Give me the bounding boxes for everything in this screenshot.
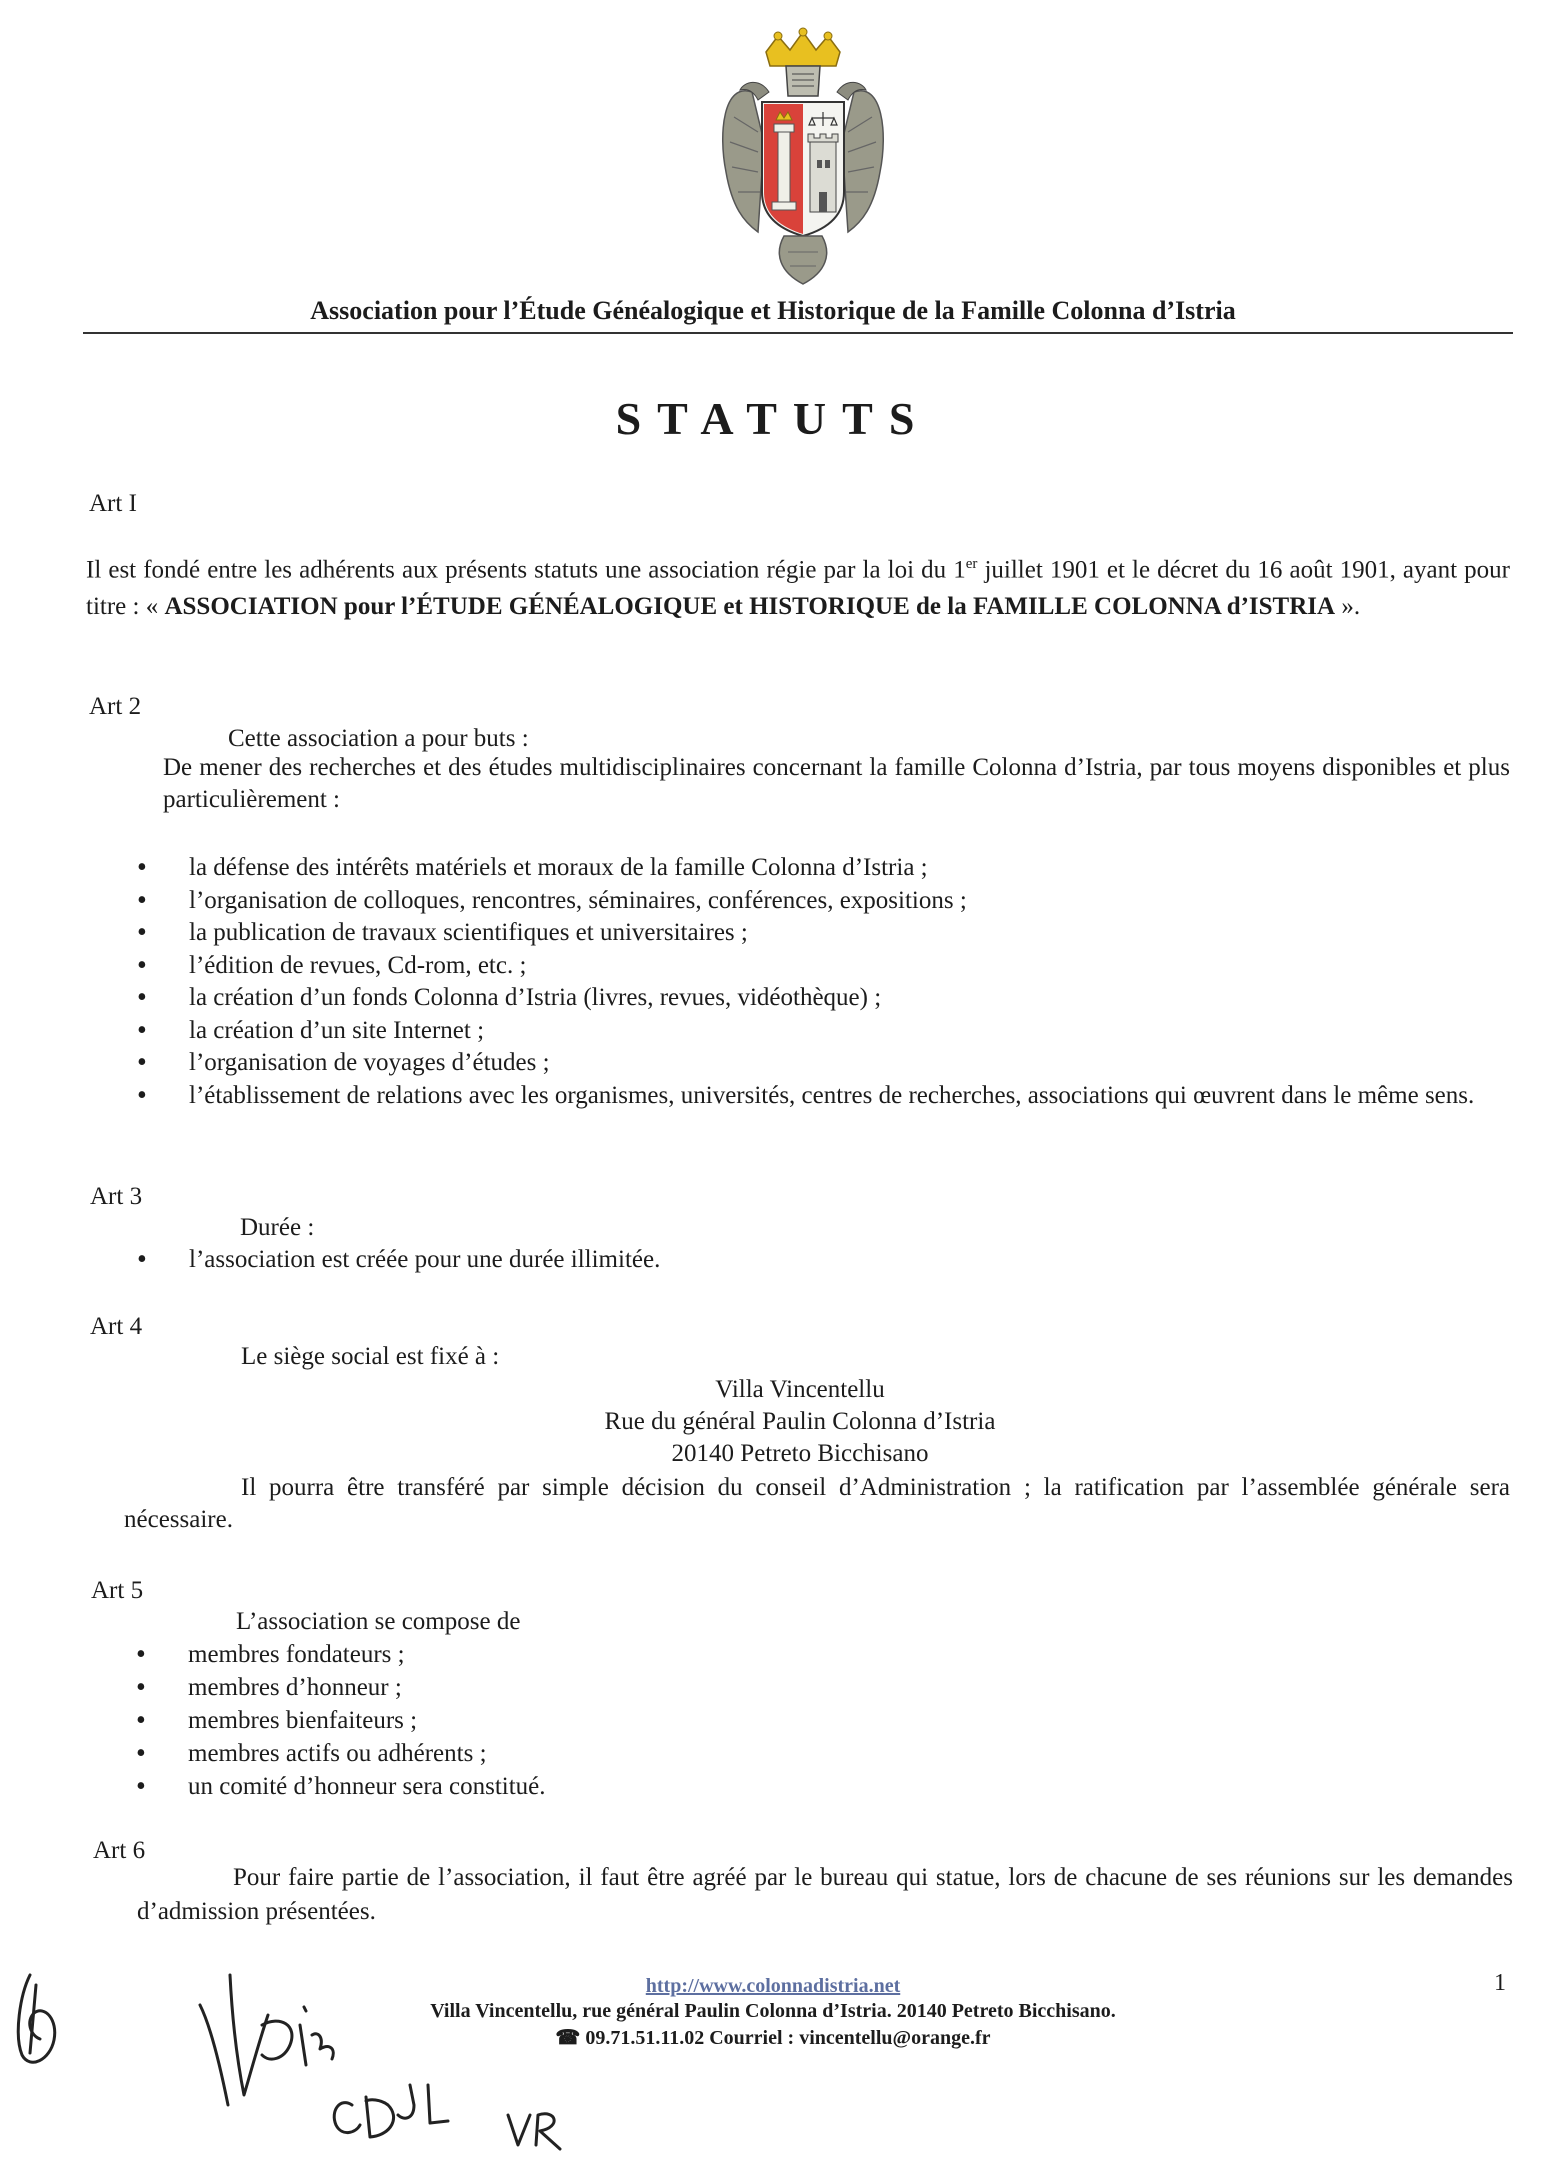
article-6-label: Art 6 [93,1837,146,1864]
article-2-label: Art 2 [89,693,142,720]
footer-contact: ☎ 09.71.51.11.02 Courriel : vincentellu@orange.fr [555,2027,991,2049]
list-item: • l’édition de revues, Cd-rom, etc. ; [137,950,1510,983]
footer-address: Villa Vincentellu, rue général Paulin Colonna d’Istria. 20140 Petreto Bicchisano. [430,2000,1116,2022]
list-item: • un comité d’honneur sera constitué. [136,1770,1509,1803]
list-item: • l’organisation de colloques, rencontres, séminaires, conférences, expositions ; [137,885,1510,918]
phone-icon: ☎ [555,2027,581,2049]
article-2-goals-list [137,852,1510,1112]
article-5-intro: L’association se compose de [236,1608,521,1635]
list-item: • la publication de travaux scientifiques et universitaires ; [137,917,1510,950]
association-header: Association pour l’Étude Généalogique et Historique de la Famille Colonna d’Istria [310,296,1236,325]
list-item: • l’association est créée pour une durée illimitée. [137,1244,1510,1277]
coat-of-arms-logo [714,22,892,294]
list-item: • membres fondateurs ; [136,1638,1509,1671]
article-4-label: Art 4 [90,1313,143,1340]
article-2-paragraph: De mener des recherches et des études multidisciplinaires concernant la famille Colonna d’Istria, par tous moyens disponibles et plus particulièrement : [163,754,1510,813]
headquarters-address [440,1374,1160,1470]
list-item: • la création d’un site Internet ; [137,1015,1510,1048]
list-item: • l’organisation de voyages d’études ; [137,1047,1510,1080]
article-4-paragraph: Il pourra être transféré par simple décision du conseil d’Administration ; la ratification par l’assemblée générale sera nécessaire. [124,1474,1510,1533]
document-title: STATUTS [615,393,931,444]
header-divider [83,332,1513,334]
handwritten-initials [0,1955,700,2158]
article-5-label: Art 5 [91,1577,144,1604]
article-2-intro: Cette association a pour buts : [228,725,529,752]
article-6-paragraph: Pour faire partie de l’association, il faut être agréé par le bureau qui statue, lors de chacune de ses réunions sur les demandes d’admission présentées. [137,1864,1513,1925]
website-link[interactable]: http://www.colonnadistria.net [645,1975,901,1997]
article-3-intro: Durée : [240,1214,315,1241]
article-3-label: Art 3 [90,1183,143,1210]
article-5-members-list [136,1638,1509,1803]
article-4-intro: Le siège social est fixé à : [241,1343,500,1370]
article-3-list [137,1244,1510,1277]
address-line: 20140 Petreto Bicchisano [671,1440,929,1467]
address-line: Rue du général Paulin Colonna d’Istria [604,1408,996,1435]
list-item: • membres actifs ou adhérents ; [136,1737,1509,1770]
list-item: • l’établissement de relations avec les organismes, universités, centres de recherches, associations qui œuvrent dans le même sens. [137,1080,1510,1113]
article-1-label: Art I [89,490,137,517]
list-item: • la défense des intérêts matériels et moraux de la famille Colonna d’Istria ; [137,852,1510,885]
address-line: Villa Vincentellu [715,1376,885,1403]
page-number: 1 [1494,1970,1506,1996]
list-item: • membres d’honneur ; [136,1671,1509,1704]
article-1-text: Il est fondé entre les adhérents aux présents statuts une association régie par la loi du 1er juillet 1901 et le décret du 16 août 1901, ayant pour titre : « ASSOCIATION pour l’ÉTUDE GÉNÉALOGIQUE et HISTORIQUE de la FAMILLE COLONNA d’ISTRIA ». [86,556,1510,621]
list-item: • membres bienfaiteurs ; [136,1704,1509,1737]
list-item: • la création d’un fonds Colonna d’Istria (livres, revues, vidéothèque) ; [137,982,1510,1015]
association-official-name: ASSOCIATION pour l’ÉTUDE GÉNÉALOGIQUE et HISTORIQUE de la FAMILLE COLONNA d’ISTRIA [164,593,1336,621]
